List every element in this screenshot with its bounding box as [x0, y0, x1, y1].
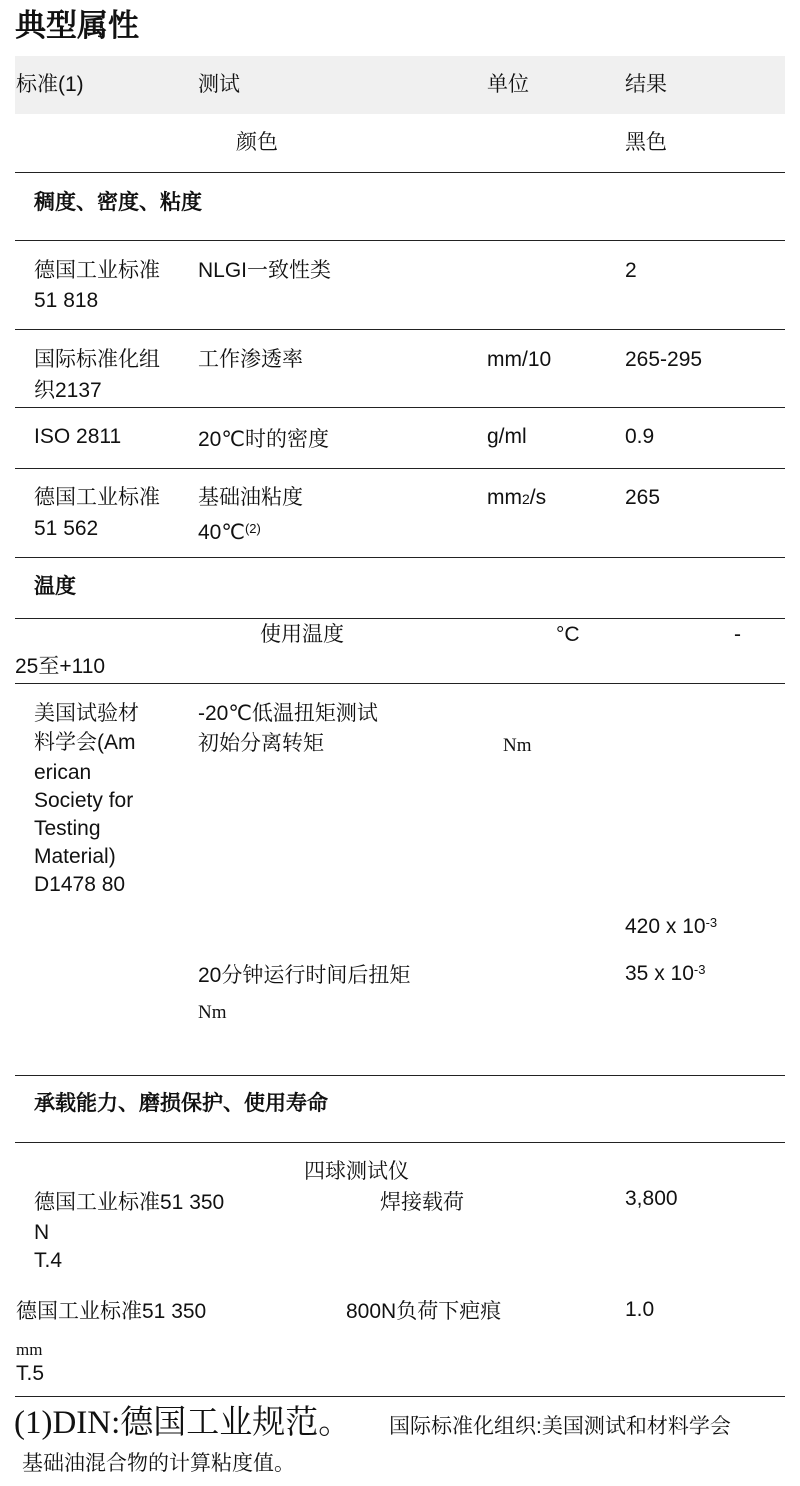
- torque-standard-6: Material): [34, 845, 116, 868]
- wear-test: 800N负荷下疤痕: [346, 1300, 502, 1323]
- penetration-unit: mm/10: [487, 348, 552, 371]
- footnote-din: (1)DIN:德国工业规范。: [14, 1405, 352, 1441]
- divider: [15, 329, 785, 330]
- penetration-test: 工作渗透率: [198, 348, 303, 371]
- torque-result-1: 420 x $10^{-3}$: [625, 915, 718, 938]
- penetration-result: 265-295: [625, 348, 703, 371]
- weld-test-head: 四球测试仪: [304, 1160, 409, 1183]
- header-standard: 标准(1): [16, 73, 84, 96]
- torque-standard-7: D1478 80: [34, 873, 126, 896]
- penetration-standard-2: 织2137: [34, 379, 102, 402]
- density-standard: ISO 2811: [34, 425, 122, 448]
- divider: [15, 1396, 785, 1397]
- footnote-ref: (2): [244, 521, 261, 536]
- viscosity-standard-2: 51 562: [34, 517, 99, 540]
- divider: [15, 1075, 785, 1076]
- color-test: 颜色: [236, 131, 278, 154]
- torque-standard-3: erican: [34, 761, 92, 784]
- torque-result-2: 35 x $10^{-3}$: [625, 962, 706, 985]
- footnote-organizations: 国际标准化组织:美国测试和材料学会: [389, 1415, 731, 1438]
- divider: [15, 172, 785, 173]
- torque-unit-1: Nm: [503, 735, 532, 756]
- torque-unit-2: Nm: [198, 1002, 227, 1023]
- divider: [15, 557, 785, 558]
- nlgi-standard-2: 51 818: [34, 289, 99, 312]
- weld-test: 焊接载荷: [380, 1191, 464, 1214]
- torque-standard-5: Testing: [34, 817, 101, 840]
- wear-standard: 德国工业标准51 350: [16, 1300, 207, 1323]
- page-title: 典型属性: [15, 8, 139, 43]
- nlgi-test: NLGI一致性类: [198, 259, 332, 282]
- divider: [15, 240, 785, 241]
- service-temp-result-sign: -: [734, 623, 741, 646]
- divider: [15, 618, 785, 619]
- header-test: 测试: [198, 73, 240, 96]
- wear-standard-ref: T.5: [16, 1362, 45, 1385]
- torque-test-1: -20℃低温扭矩测试: [198, 702, 378, 725]
- service-temp-result: 25至+110: [15, 655, 106, 678]
- density-unit: g/ml: [487, 425, 527, 448]
- torque-test-3: 20分钟运行时间后扭矩: [198, 964, 411, 987]
- service-temp-unit: °C: [556, 623, 580, 646]
- section-consistency: 稠度、密度、粘度: [34, 191, 202, 214]
- header-unit: 单位: [487, 73, 529, 96]
- viscosity-test-2: 40℃$^{(2)}$: [198, 521, 261, 544]
- divider: [15, 683, 785, 684]
- divider: [15, 407, 785, 408]
- color-result: 黑色: [625, 131, 667, 154]
- nlgi-result: 2: [625, 259, 637, 282]
- weld-result: 3,800: [625, 1187, 678, 1210]
- viscosity-unit: mm2/s: [487, 486, 547, 509]
- viscosity-test-1: 基础油粘度: [198, 486, 303, 509]
- wear-result: 1.0: [625, 1298, 655, 1321]
- torque-test-2: 初始分离转矩: [198, 732, 324, 755]
- divider: [15, 468, 785, 469]
- torque-standard-1: 美国试验材: [34, 702, 139, 725]
- header-result: 结果: [625, 73, 667, 96]
- service-temp-test: 使用温度: [260, 623, 344, 646]
- torque-standard-2: 料学会(Am: [34, 731, 136, 754]
- section-temperature: 温度: [34, 575, 76, 598]
- weld-standard-ref: T.4: [34, 1249, 63, 1272]
- footnote-viscosity-note: 基础油混合物的计算粘度值。: [22, 1452, 295, 1475]
- nlgi-standard-1: 德国工业标准: [34, 259, 160, 282]
- torque-standard-4: Society for: [34, 789, 134, 812]
- viscosity-result: 265: [625, 486, 661, 509]
- wear-unit: mm: [16, 1340, 43, 1359]
- density-test: 20℃时的密度: [198, 428, 329, 451]
- divider: [15, 1142, 785, 1143]
- viscosity-standard-1: 德国工业标准: [34, 486, 160, 509]
- section-load: 承载能力、磨损保护、使用寿命: [34, 1092, 328, 1115]
- weld-unit: N: [34, 1221, 50, 1244]
- table-header-background: [15, 56, 785, 114]
- density-result: 0.9: [625, 425, 655, 448]
- weld-standard: 德国工业标准51 350: [34, 1191, 225, 1214]
- penetration-standard-1: 国际标准化组: [34, 348, 160, 371]
